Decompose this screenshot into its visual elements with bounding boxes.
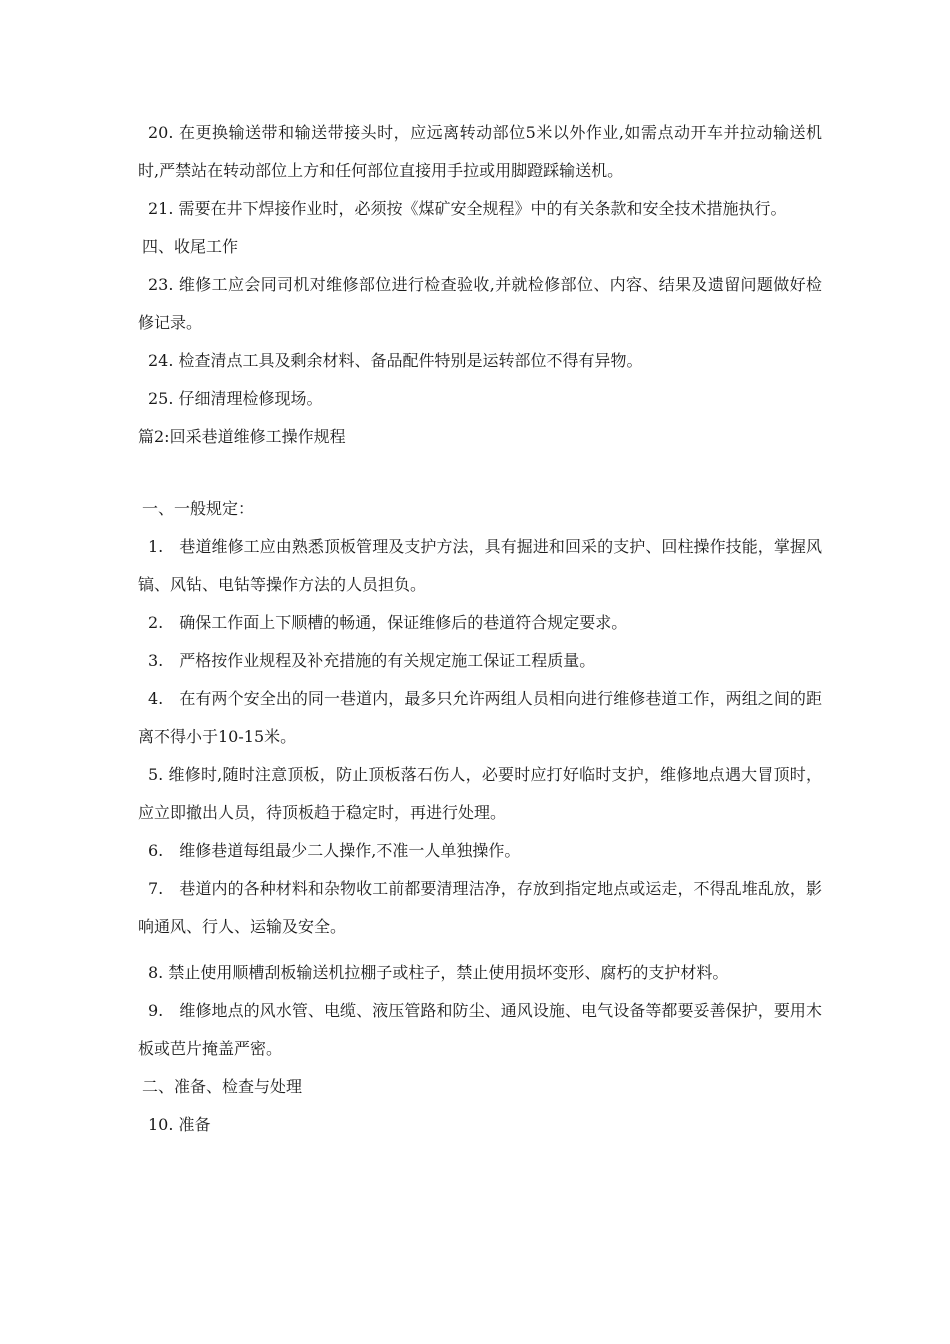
- paragraph-25: 25. 仔细清理检修现场。: [148, 389, 323, 408]
- chapter-title: 篇2:回采巷道维修工操作规程: [138, 427, 346, 446]
- spacer: [138, 946, 822, 954]
- rule-7: 7. 巷道内的各种材料和杂物收工前都要清理洁净，存放到指定地点或运走，不得乱堆乱放，影响通风、行人、运输及安全。: [138, 879, 822, 936]
- paragraph-21: 21. 需要在井下焊接作业时，必须按《煤矿安全规程》中的有关条款和安全技术措施执行。: [148, 199, 787, 218]
- section-heading-closing-work: 四、收尾工作: [142, 237, 239, 256]
- document-page: [138, 114, 822, 1144]
- rule-6: 6. 维修巷道每组最少二人操作,不准一人单独操作。: [148, 841, 521, 860]
- paragraph-23: 23. 维修工应会同司机对维修部位进行检查验收,并就检修部位、内容、结果及遗留问题做好检修记录。: [138, 275, 822, 332]
- rule-8: 8. 禁止使用顺槽刮板输送机拉棚子或柱子，禁止使用损坏变形、腐朽的支护材料。: [148, 963, 729, 982]
- rule-10: 10. 准备: [148, 1115, 211, 1134]
- paragraph-20: 20. 在更换输送带和输送带接头时，应远离转动部位5米以外作业,如需点动开车并拉动输送机时,严禁站在转动部位上方和任何部位直接用手拉或用脚蹬踩输送机。: [138, 123, 822, 180]
- section-heading-general-rules: 一、一般规定：: [142, 499, 255, 518]
- rule-3: 3. 严格按作业规程及补充措施的有关规定施工保证工程质量。: [148, 651, 596, 670]
- rule-5: 5. 维修时,随时注意顶板，防止顶板落石伤人，必要时应打好临时支护，维修地点遇大冒顶时，应立即撤出人员，待顶板趋于稳定时，再进行处理。: [138, 765, 822, 822]
- rule-1: 1. 巷道维修工应由熟悉顶板管理及支护方法，具有掘进和回采的支护、回柱操作技能，掌握风镐、风钻、电钻等操作方法的人员担负。: [138, 537, 822, 594]
- rule-2: 2. 确保工作面上下顺槽的畅通，保证维修后的巷道符合规定要求。: [148, 613, 628, 632]
- paragraph-24: 24. 检查清点工具及剩余材料、备品配件特别是运转部位不得有异物。: [148, 351, 643, 370]
- rule-9: 9. 维修地点的风水管、电缆、液压管路和防尘、通风设施、电气设备等都要妥善保护，要用木板或芭片掩盖严密。: [138, 1001, 822, 1058]
- section-heading-preparation: 二、准备、检查与处理: [142, 1077, 303, 1096]
- spacer: [138, 456, 822, 490]
- rule-4: 4. 在有两个安全出的同一巷道内，最多只允许两组人员相向进行维修巷道工作，两组之间的距离不得小于10-15米。: [138, 689, 822, 746]
